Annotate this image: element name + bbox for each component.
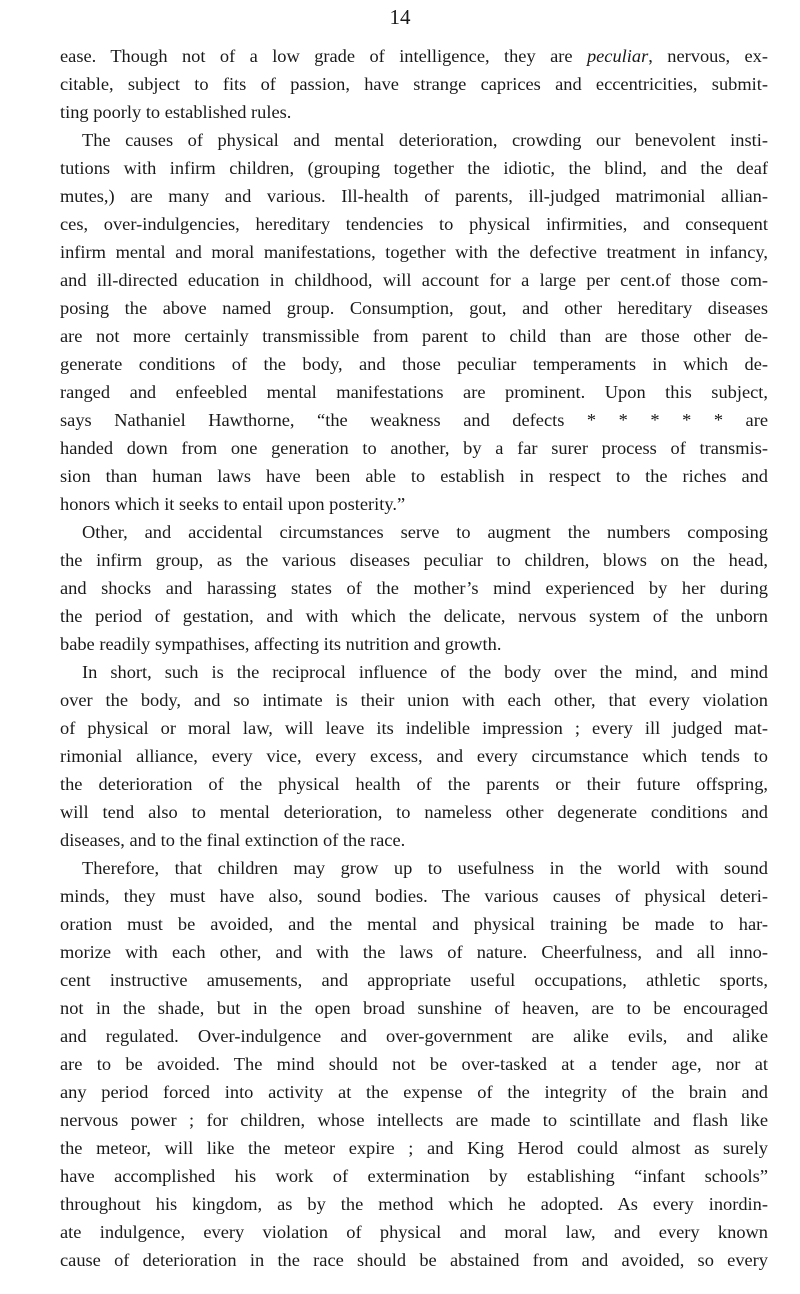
- text-line-36: and regulated. Over-indulgence and over-government are alike evils, and alike: [60, 1026, 768, 1046]
- text-line-33: morize with each other, and with the laws of nature. Cheerfulness, and all inno-: [60, 942, 768, 962]
- text-line-6: mutes,) are many and various. Ill-health of parents, ill-judged matrimonial allian-: [60, 186, 768, 206]
- text-line-37: are to be avoided. The mind should not be over-tasked at a tender age, nor at: [60, 1054, 768, 1074]
- text-line-32: oration must be avoided, and the mental and physical training be made to har-: [60, 914, 768, 934]
- text-line-12: generate conditions of the body, and those peculiar temperaments in which de-: [60, 354, 768, 374]
- text-line-28: will tend also to mental deterioration, to nameless other degenerate conditions and: [60, 802, 768, 822]
- text-line-40: the meteor, will like the meteor expire ; and King Herod could almost as surely: [60, 1138, 768, 1158]
- text-line-8: infirm mental and moral manifestations, together with the defective treatment in infancy,: [60, 242, 768, 262]
- italic-emphasis: peculiar: [586, 46, 649, 66]
- page-number: 14: [389, 5, 411, 29]
- text-line-13: ranged and enfeebled mental manifestations are prominent. Upon this subject,: [60, 382, 768, 402]
- text-line-34: cent instructive amusements, and appropriate useful occupations, athletic sports,: [60, 970, 768, 990]
- text-line-9: and ill-directed education in childhood, will account for a large per cent.of those com-: [60, 270, 768, 290]
- text-line-16: sion than human laws have been able to establish in respect to the riches and: [60, 466, 768, 486]
- text-line-26: rimonial alliance, every vice, every excess, and every circumstance which tends to: [60, 746, 768, 766]
- text-line-7: ces, over-indulgencies, hereditary tendencies to physical infirmities, and consequent: [60, 214, 768, 234]
- text-line-42: throughout his kingdom, as by the method which he adopted. As every inordin-: [60, 1194, 768, 1214]
- text-line-17: honors which it seeks to entail upon posterity.”: [60, 494, 406, 514]
- text-line-25: of physical or moral law, will leave its indelible impression ; every ill judged mat-: [60, 718, 768, 738]
- text-line-27: the deterioration of the physical health of the parents or their future offspring,: [60, 774, 768, 794]
- text-line-44: cause of deterioration in the race should be abstained from and avoided, so every: [60, 1250, 768, 1270]
- text-line-21: the period of gestation, and with which the delicate, nervous system of the unborn: [60, 606, 768, 626]
- text-line-23: In short, such is the reciprocal influence of the body over the mind, and mind: [82, 662, 768, 682]
- text-line-29: diseases, and to the final extinction of the race.: [60, 830, 406, 850]
- text-line-11: are not more certainly transmissible from parent to child than are those other de-: [60, 326, 768, 346]
- text-line-10: posing the above named group. Consumption, gout, and other hereditary diseases: [60, 298, 768, 318]
- text-line-30: Therefore, that children may grow up to usefulness in the world with sound: [82, 858, 768, 878]
- text-line-4: The causes of physical and mental deterioration, crowding our benevolent insti-: [82, 130, 768, 150]
- text-line-2: citable, subject to fits of passion, have strange caprices and eccentricities, submit-: [60, 74, 768, 94]
- text-line-39: nervous power ; for children, whose intellects are made to scintillate and flash like: [60, 1110, 768, 1130]
- text-line-3: ting poorly to established rules.: [60, 102, 292, 122]
- text-line-18: Other, and accidental circumstances serve to augment the numbers composing: [82, 522, 768, 542]
- text-line-24: over the body, and so intimate is their union with each other, that every violation: [60, 690, 768, 710]
- text-line-1: ease. Though not of a low grade of intelligence, they are peculiar, nervous, ex-: [60, 46, 768, 66]
- text-line-5: tutions with infirm children, (grouping together the idiotic, the blind, and the deaf: [60, 158, 768, 178]
- text-line-15: handed down from one generation to another, by a far surer process of transmis-: [60, 438, 768, 458]
- text-line-19: the infirm group, as the various diseases peculiar to children, blows on the head,: [60, 550, 768, 570]
- text-line-35: not in the shade, but in the open broad sunshine of heaven, are to be encouraged: [60, 998, 768, 1018]
- text-line-14: says Nathaniel Hawthorne, “the weakness and defects * * * * * are: [60, 410, 768, 430]
- text-line-38: any period forced into activity at the expense of the integrity of the brain and: [60, 1082, 768, 1102]
- text-line-41: have accomplished his work of extermination by establishing “infant schools”: [60, 1166, 768, 1186]
- text-line-31: minds, they must have also, sound bodies. The various causes of physical deteri-: [60, 886, 768, 906]
- text-line-43: ate indulgence, every violation of physical and moral law, and every known: [60, 1222, 768, 1242]
- text-line-22: babe readily sympathises, affecting its nutrition and growth.: [60, 634, 502, 654]
- text-line-20: and shocks and harassing states of the mother’s mind experienced by her during: [60, 578, 768, 598]
